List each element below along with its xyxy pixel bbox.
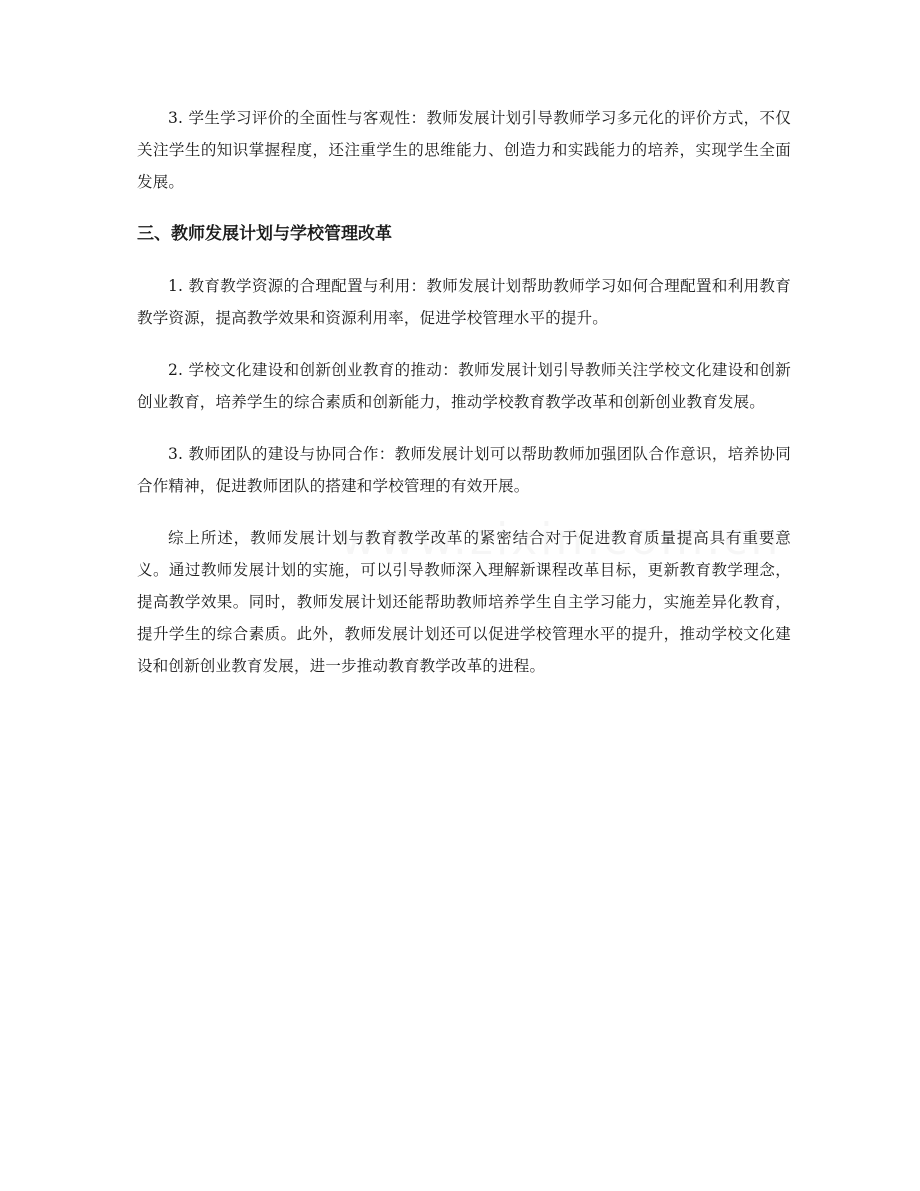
list-item-school-culture: 2. 学校文化建设和创新创业教育的推动：教师发展计划引导教师关注学校文化建设和创新创业教育，培养学生的综合素质和创新能力，推动学校教育教学改革和创新创业教育发展。 <box>137 361 791 411</box>
section-heading: 三、教师发展计划与学校管理改革 <box>137 224 392 244</box>
list-item-team-building: 3. 教师团队的建设与协同合作：教师发展计划可以帮助教师加强团队合作意识，培养协同合作精神，促进教师团队的搭建和学校管理的有效开展。 <box>137 445 791 495</box>
list-item-resource-allocation: 1. 教育教学资源的合理配置与利用：教师发展计划帮助教师学习如何合理配置和利用教育教学资源，提高教学效果和资源利用率，促进学校管理水平的提升。 <box>137 277 791 327</box>
document-body <box>137 102 791 682</box>
paragraph-student-evaluation: 3. 学生学习评价的全面性与客观性：教师发展计划引导教师学习多元化的评价方式，不仅关注学生的知识掌握程度，还注重学生的思维能力、创造力和实践能力的培养，实现学生全面发展。 <box>137 109 791 191</box>
paragraph-conclusion: 综上所述，教师发展计划与教育教学改革的紧密结合对于促进教育质量提高具有重要意义。通过教师发展计划的实施，可以引导教师深入理解新课程改革目标，更新教育教学理念，提高教学效果。同时，教师发展计划还能帮助教师培养学生自主学习能力，实施差异化教育，提升学生的综合素质。此外，教师发展计划还可以促进学校管理水平的提升，推动学校文化建设和创新创业教育发展，进一步推动教育教学改革的进程。 <box>137 529 791 675</box>
